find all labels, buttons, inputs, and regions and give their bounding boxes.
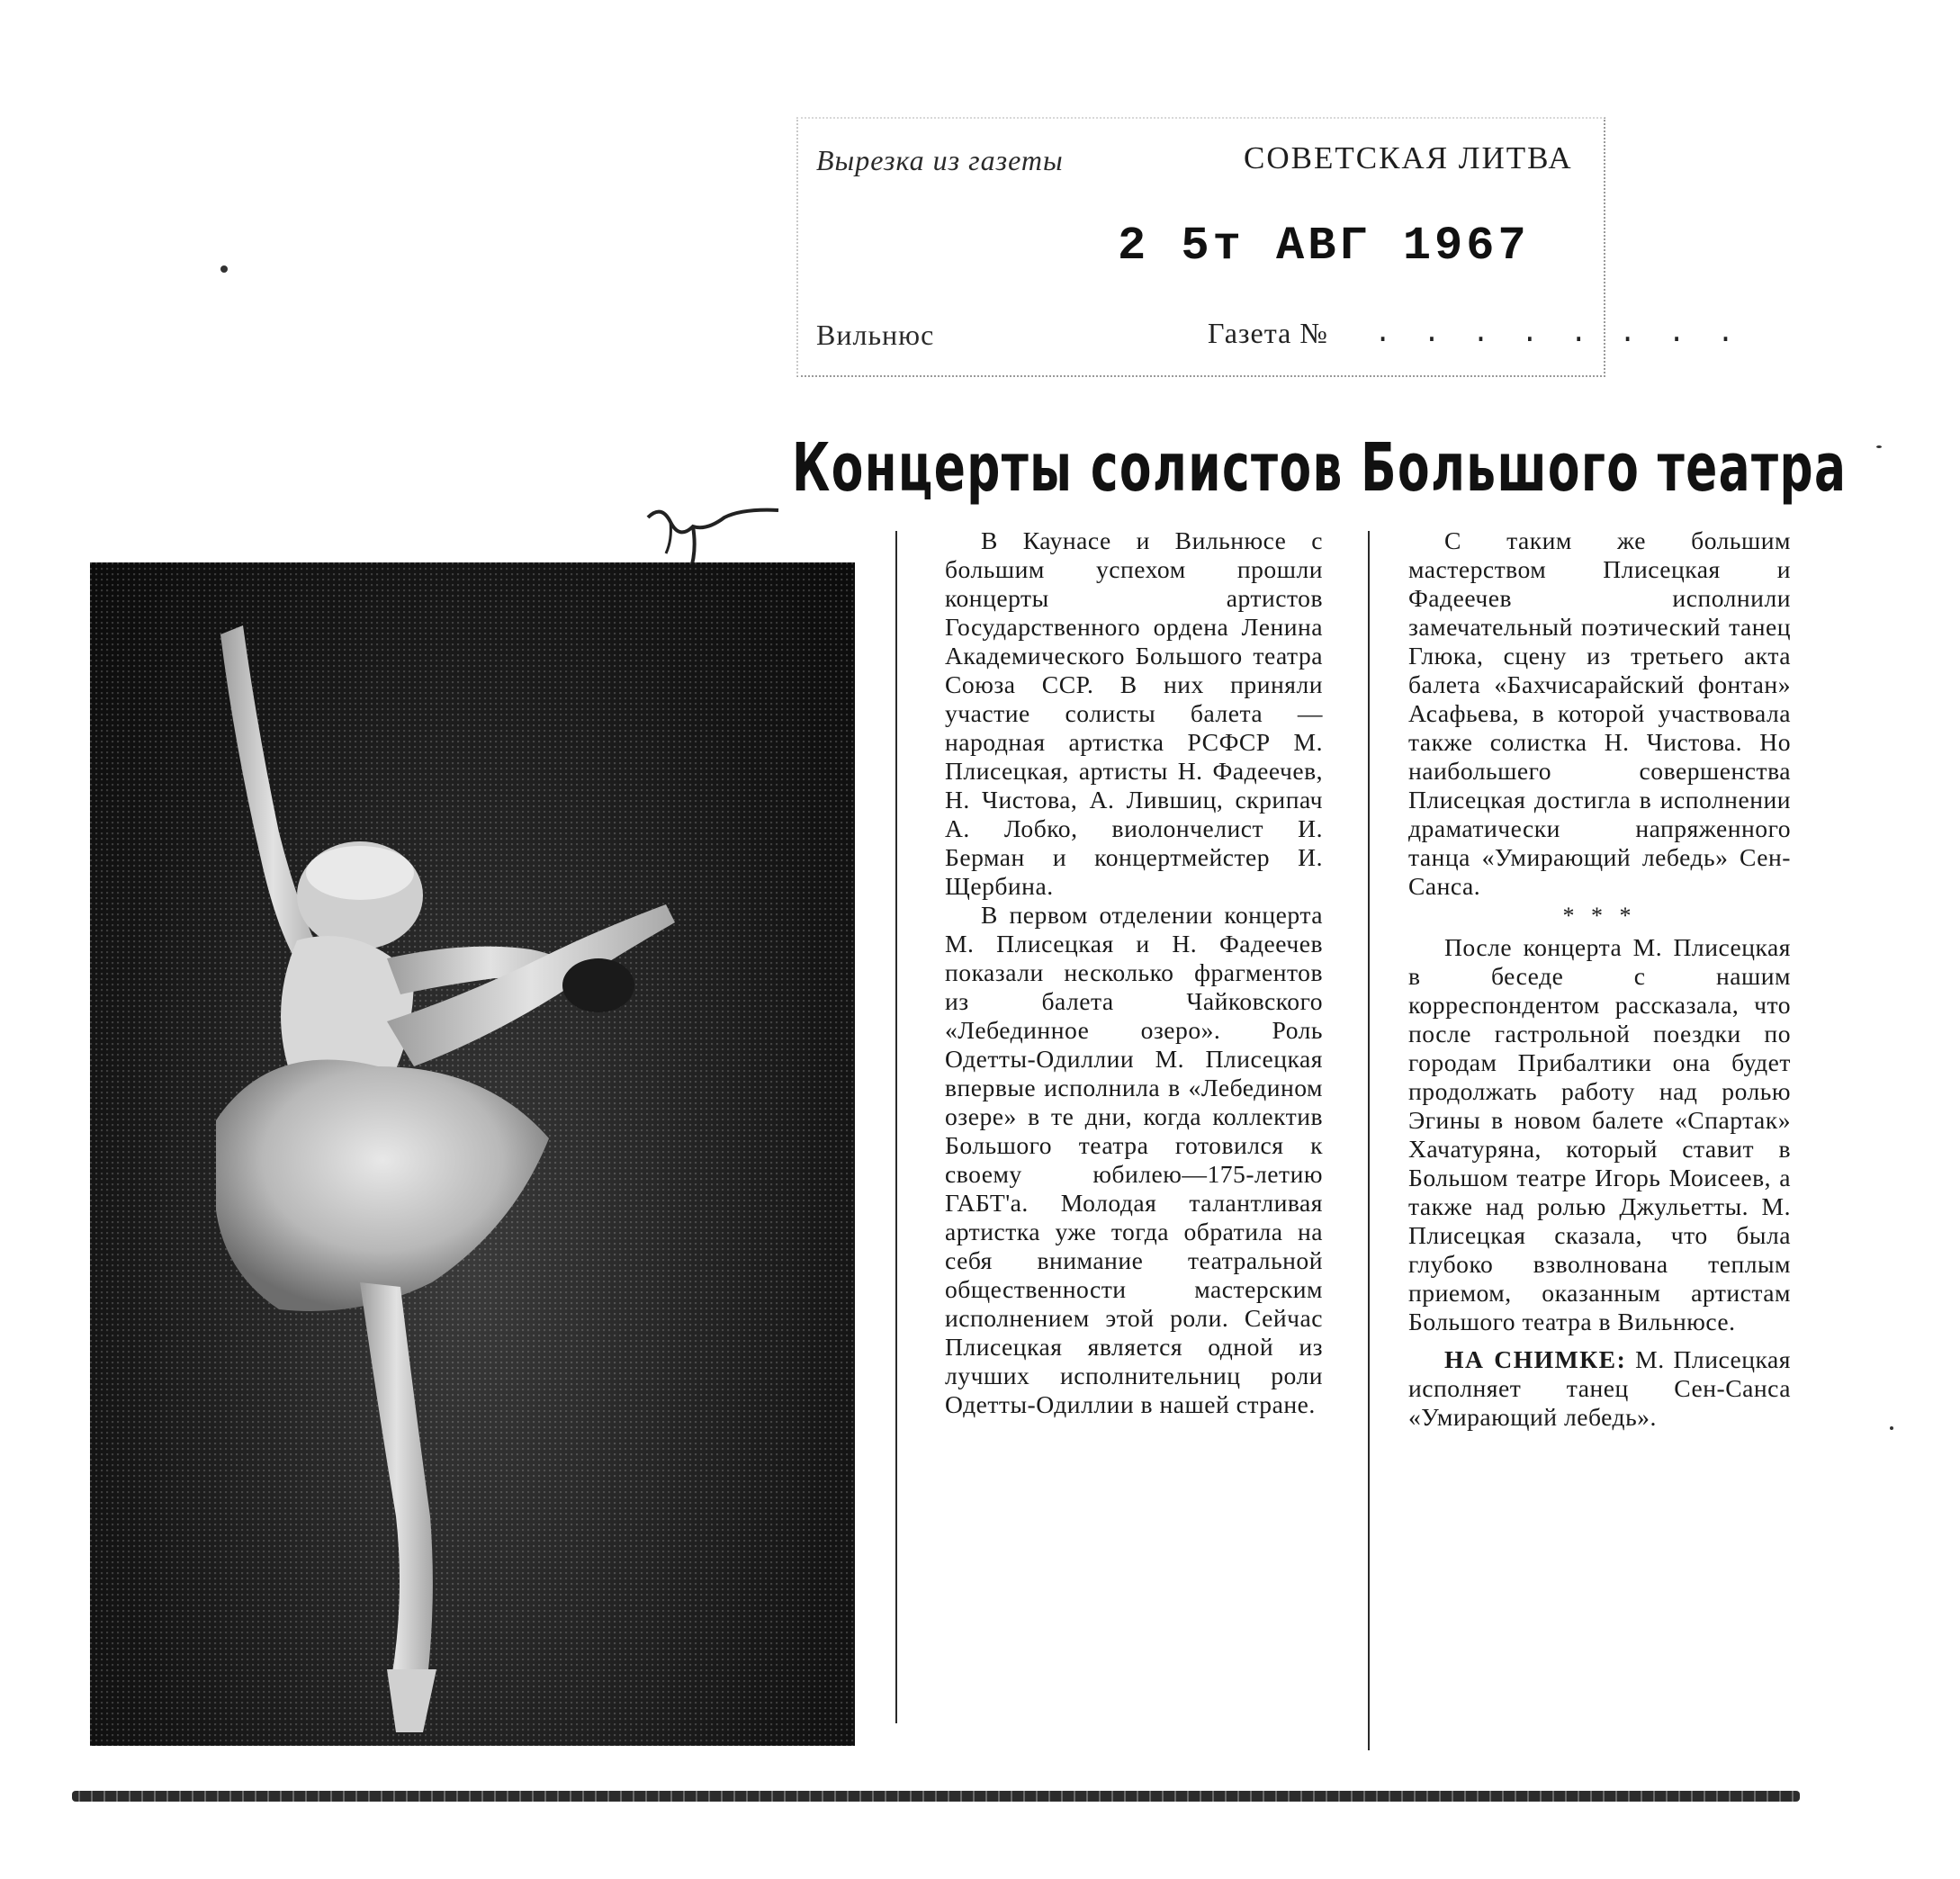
article-paragraph: После концерта М. Плисецкая в беседе с нашим корреспондентом рассказала, что после гастрольной поездки по городам Прибалтики она будет продолжать работу над ролью Эгины в новом балете «Спартак» Хачатуряна, который ставит в Большом театре Игорь Моисеев, а также над ролью Джульетты. М. Плисецкая сказала, что была глубоко взволнована теплым приемом, оказанным артистам Большого театра в Вильнюсе. — [1408, 933, 1791, 1335]
clipping-bottom-edge — [72, 1791, 1800, 1802]
stamp-gazeta-number-dots: . . . . . . . . — [1374, 317, 1742, 350]
section-separator: * * * — [1562, 903, 1637, 929]
scan-speck — [1876, 445, 1882, 448]
stamp-label: Вырезка из газеты — [816, 144, 1064, 176]
article-paragraph: С таким же большим мастерством Плисецкая и Фадеечев исполнили замечательный поэтический танец Глюка, сцену из третьего акта балета «Бахчисарайский фонтан» Асафьева, в которой участвовала также солистка Н. Чистова. Но наибольшего совершенства Плисецкая достигла в исполнении драматически напряженного танца «Умирающий лебедь» Сен-Санса. — [1408, 526, 1791, 900]
ballerina-figure-illustration — [90, 562, 855, 1746]
stamp-date: 2 5т АВГ 1967 — [1118, 220, 1530, 273]
column-rule-right — [1368, 531, 1370, 1750]
ballerina-photo — [90, 562, 855, 1746]
caption-label: НА СНИМКЕ: — [1444, 1345, 1627, 1373]
column-rule-left — [895, 531, 897, 1723]
article-column-1 — [945, 526, 1323, 1419]
stamp-city: Вильнюс — [816, 319, 935, 351]
clipping-stamp — [796, 117, 1742, 377]
article-paragraph: В первом отделении концерта М. Плисецкая и Н. Фадеечев показали несколько фрагментов из балета Чайковского «Лебединное озеро». Роль Одетты-Одиллии М. Плисецкая впервые исполнила в «Лебедином озере» в те дни, когда коллектив Большого театра готовился к своему юбилею—175-летию ГАБТ'а. Молодая талантливая артистка уже тогда обратила на себя внимание театральной общественности мастерским исполнением этой роли. Сейчас Плисецкая является одной из лучших исполнительниц роли Одетты-Одиллии в нашей стране. — [945, 901, 1323, 1418]
article-column-2 — [1408, 526, 1791, 1432]
article-paragraph: В Каунасе и Вильнюсе с большим успехом прошли концерты артистов Государственного ордена Ленина Академического Большого театра Союза ССР. В них приняли участие солисты балета — народная артистка РСФСР М. Плисецкая, артисты Н. Фадеечев, Н. Чистова, А. Лившиц, скрипач А. Лобко, виолончелист И. Берман и концертмейстер И. Щербина. — [945, 526, 1323, 900]
caption-text: М. Плисецкая исполняет танец Сен-Санса «Умирающий лебедь». — [1408, 1345, 1791, 1431]
stamp-gazeta-label: Газета № — [1208, 317, 1328, 349]
article-headline: Концерты солистов Большого театра — [792, 429, 1848, 507]
stamp-newspaper-name: СОВЕТСКАЯ ЛИТВА — [1244, 140, 1573, 175]
scan-speck — [1890, 1426, 1893, 1430]
scan-speck — [220, 265, 228, 273]
photo-caption — [1408, 1345, 1791, 1432]
